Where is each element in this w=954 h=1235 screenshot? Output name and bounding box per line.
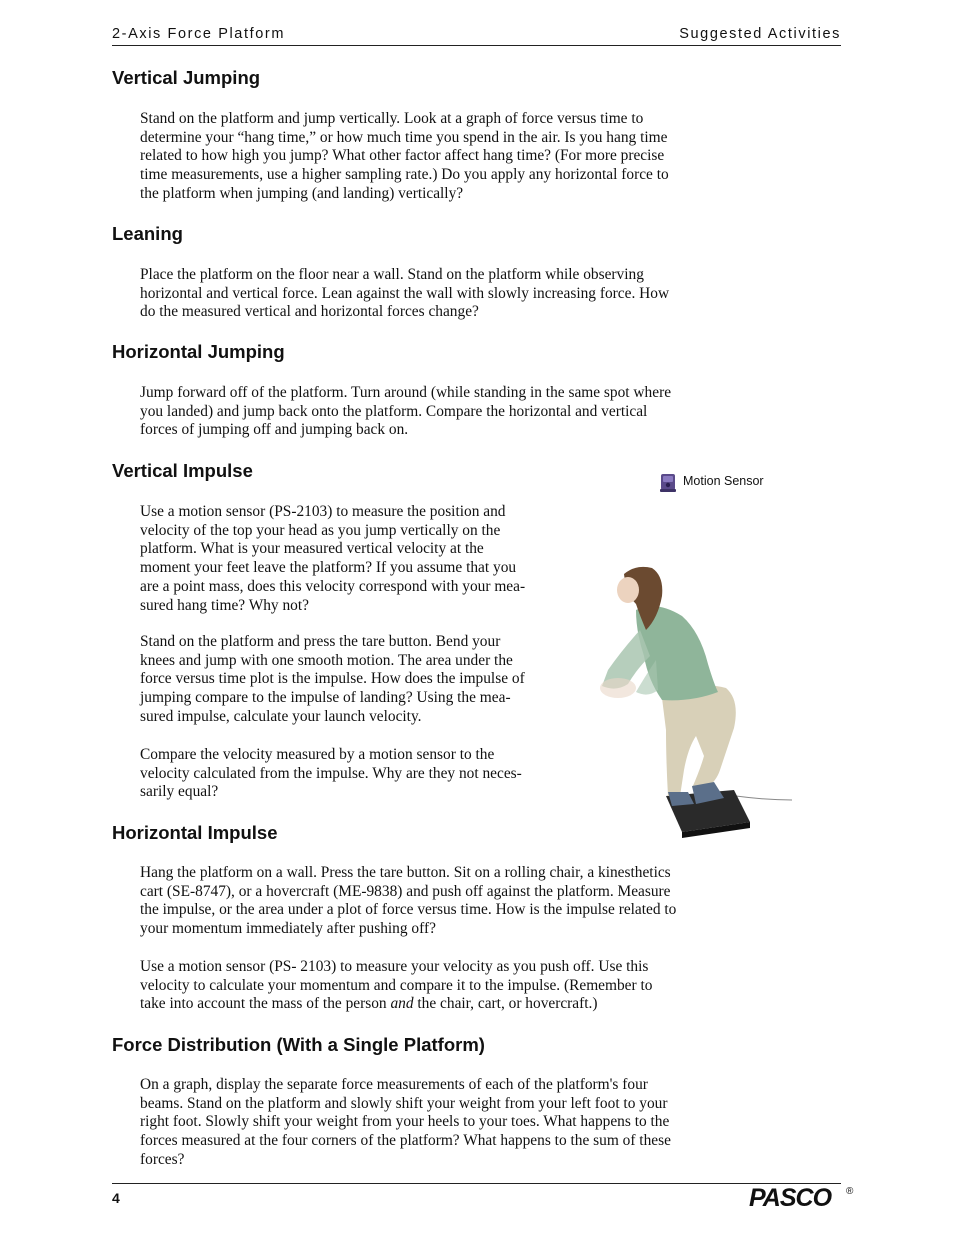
vertical-impulse-text-3: Compare the velocity measured by a motion sensor to the velocity calculated from the impulse. Why are they not neces- sarily equal? [140,746,522,801]
header-chapter-title: Suggested Activities [679,26,841,42]
pasco-logo-text: PASCO [748,1185,832,1209]
vertical-impulse-text-2: Stand on the platform and press the tare button. Bend your knees and jump with one smooth motion. The area under the force versus time plot is the impulse. How does the impulse of jumping compare to the impulse of landing? Using the mea- sured impulse, calculate your launch velocity. [140,633,525,725]
horizontal-impulse-text-2 [140,958,680,1014]
vertical-impulse-text-1: Use a motion sensor (PS-2103) to measure the position and velocity of the top your head as you jump vertically on the platform. What is your measured vertical velocity at the moment your feet leave the platform? If you assume that you are a point mass, does this velocity correspond with your mea- sured hang time? Why not? [140,503,526,614]
motion-sensor-label: Motion Sensor [683,474,764,488]
footer-rule [112,1183,841,1185]
page-number: 4 [112,1190,120,1206]
horizontal-impulse-text-1: Hang the platform on a wall. Press the tare button. Sit on a rolling chair, a kinesthetics cart (SE-8747), or a hovercraft (ME-9838) and push off against the platform. Measure the impulse, or the area under a plot of force versus time. How is the impulse related to your momentum immediately after pushing off? [140,864,677,938]
person-jumping-illustration [596,560,801,840]
leaning-text: Place the platform on the floor near a wall. Stand on the platform while observing horizontal and vertical force. Lean against the wall with slowly increasing force. How do the measured vertical and horizontal forces change? [140,266,670,321]
running-header [112,26,841,46]
horizontal-impulse-text-2-before: Use a motion sensor (PS- 2103) to measure your velocity as you push off. Use this velocity to calculate your momentum and compare it to the impulse. (Remember to take into account the mass of the person [140,958,653,1013]
section-title-vertical-jumping: Vertical Jumping [112,67,261,88]
pasco-logo [740,1185,842,1209]
force-distribution-text: On a graph, display the separate force measurements of each of the platform's four beams. Stand on the platform and slowly shift your weight from your left foot to your right foot. Slowly shift your weight from your heels to your toes. What happens to the forces measured at the four corners of the platform? What happens to the sum of these forces? [140,1076,671,1168]
section-title-force-distribution: Force Distribution (With a Single Platform) [112,1034,485,1055]
section-title-vertical-impulse: Vertical Impulse [112,460,253,481]
section-title-horizontal-jumping: Horizontal Jumping [112,341,285,362]
vertical-jumping-text: Stand on the platform and jump vertically. Look at a graph of force versus time to determine your “hang time,” or how much time you spend in the air. Is you hang time related to how high you jump? What other factor affect hang time? (For more precise time measurements, use a higher sampling rate.) Do you apply any horizontal force to the platform when jumping (and landing) vertically? [140,110,669,202]
header-manual-title: 2-Axis Force Platform [112,26,285,42]
horizontal-impulse-text-2-after: the chair, cart, or hovercraft.) [413,995,598,1013]
section-title-horizontal-impulse: Horizontal Impulse [112,822,278,843]
horizontal-impulse-text-2-emphasis: and [390,995,414,1013]
section-title-leaning: Leaning [112,223,183,244]
horizontal-jumping-text: Jump forward off of the platform. Turn around (while standing in the same spot where you landed) and jump back onto the platform. Compare the horizontal and vertical forces of jumping off and jumping back on. [140,384,672,439]
motion-sensor-icon [659,473,677,493]
registered-mark: ® [846,1186,854,1197]
